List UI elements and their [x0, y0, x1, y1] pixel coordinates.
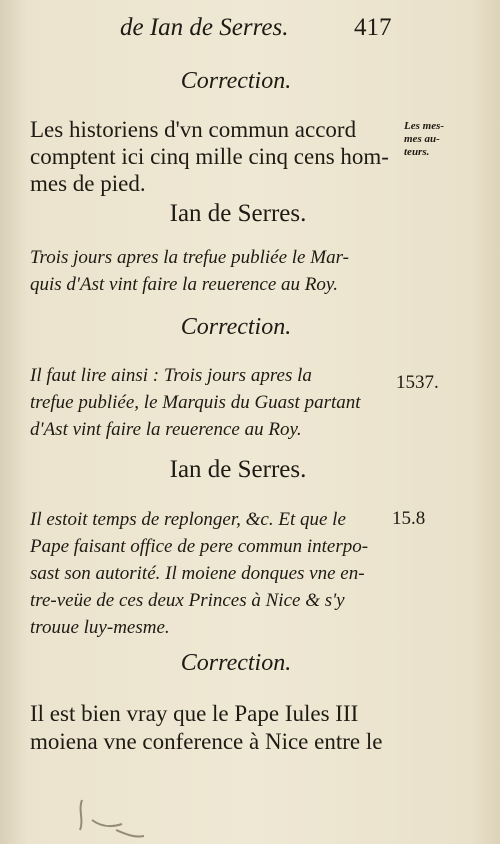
quote-line: trefue publiée, le Marquis du Guast partant: [30, 392, 361, 413]
quote-line: trouue luy-mesme.: [30, 617, 170, 638]
margin-note-line: mes au-: [404, 133, 440, 145]
margin-year: 15.8: [392, 508, 426, 529]
quote-line: quis d'Ast vint faire la reuerence au Roy.: [30, 274, 338, 295]
page-number: 417: [354, 14, 392, 41]
text-line: Il est bien vray que le Pape Iules III: [30, 701, 359, 726]
correction-heading: Correction.: [180, 314, 292, 340]
correction-heading: Correction.: [180, 650, 292, 676]
margin-note: [404, 120, 460, 159]
ink-mark: [70, 790, 160, 844]
quote-line: sast son autorité. Il moiene donques vne en-: [30, 563, 365, 584]
text-line: comptent ici cinq mille cinq cens hom-: [30, 144, 389, 169]
quote-line: d'Ast vint faire la reuerence au Roy.: [30, 419, 302, 440]
text-line: mes de pied.: [30, 171, 146, 196]
quote-line: Trois jours apres la trefue publiée le Mar-: [30, 247, 349, 268]
margin-note-line: Les mes-: [404, 120, 445, 132]
margin-year: 1537.: [396, 372, 439, 393]
text-line: Les historiens d'vn commun accord: [30, 117, 357, 142]
margin-note-line: teurs.: [404, 146, 430, 158]
text-line: moiena vne conference à Nice entre le: [30, 729, 383, 754]
author-heading: Ian de Serres.: [169, 456, 307, 483]
running-head: [120, 14, 420, 46]
quote-line: Il faut lire ainsi : Trois jours apres la: [30, 365, 312, 386]
quote-line: tre-veüe de ces deux Princes à Nice & s'y: [30, 590, 345, 611]
author-heading: Ian de Serres.: [169, 200, 307, 227]
running-title: de Ian de Serres.: [120, 14, 289, 41]
quote-line: Il estoit temps de replonger, &c. Et que le: [30, 509, 346, 530]
correction-heading: Correction.: [180, 68, 292, 94]
quote-line: Pape faisant office de pere commun interpo-: [30, 536, 369, 557]
